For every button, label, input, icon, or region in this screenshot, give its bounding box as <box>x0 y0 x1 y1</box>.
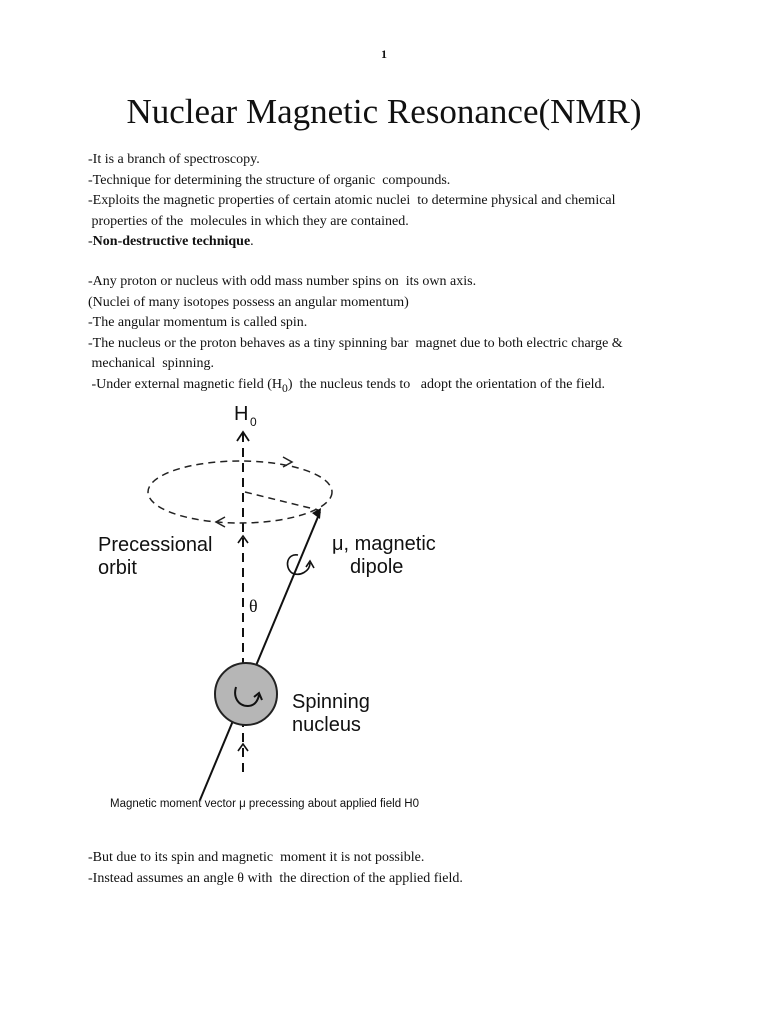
spin-line-6-suffix: ) the nucleus tends to adopt the orientation of the field. <box>287 376 606 392</box>
spin-line-4: -The nucleus or the proton behaves as a tiny spinning bar magnet due to both electric charge & <box>88 335 623 351</box>
intro-paragraph <box>88 150 688 253</box>
field-label: H <box>234 403 249 425</box>
field-label-sub: 0 <box>250 415 257 429</box>
spin-line-5: mechanical spinning. <box>88 356 214 372</box>
dipole-label-1: μ, magnetic <box>332 533 436 555</box>
intro-line-3: -Exploits the magnetic properties of certain atomic nuclei to determine physical and chemical <box>88 193 616 209</box>
orbit-label-2: orbit <box>98 557 137 579</box>
orbit-label-1: Precessional <box>98 534 213 556</box>
orbit-radius-line <box>245 492 318 510</box>
orbit-arrow-top <box>283 457 292 467</box>
intro-line-5-prefix: - <box>88 234 93 250</box>
theta-label: θ <box>249 596 258 616</box>
spin-line-2: (Nuclei of many isotopes possess an angular momentum) <box>88 294 409 310</box>
conclusion-paragraph <box>88 848 688 889</box>
conclusion-line-2: -Instead assumes an angle θ with the direction of the applied field. <box>88 870 463 886</box>
intro-line-4: properties of the molecules in which they are contained. <box>88 213 409 229</box>
intro-line-5-suffix: . <box>250 234 254 250</box>
spin-line-6-sub: 0 <box>281 381 288 395</box>
dipole-vector <box>200 512 320 800</box>
spin-line-6-prefix: -Under external magnetic field (H <box>88 376 282 392</box>
spin-line-1: -Any proton or nucleus with odd mass number spins on its own axis. <box>88 274 477 289</box>
nmr-precession-diagram <box>80 395 480 825</box>
dipole-label-2: dipole <box>350 556 404 578</box>
nucleus-label-2: nucleus <box>292 714 361 736</box>
intro-line-1: -It is a branch of spectroscopy. <box>88 152 260 167</box>
diagram-svg <box>80 395 480 825</box>
nucleus-label-1: Spinning <box>292 691 370 713</box>
nucleus-circle <box>215 663 277 725</box>
page-title: Nuclear Magnetic Resonance(NMR) <box>126 92 642 131</box>
intro-line-5 <box>88 232 688 253</box>
intro-line-2: -Technique for determining the structure of organic compounds. <box>88 172 451 188</box>
spin-line-3: -The angular momentum is called spin. <box>88 315 308 331</box>
non-destructive-bold: Non-destructive technique <box>92 234 251 250</box>
spin-paragraph <box>88 272 688 399</box>
precessional-orbit <box>148 461 332 523</box>
figure-caption: Magnetic moment vector μ precessing about applied field H0 <box>110 798 419 810</box>
page-number: 1 <box>381 47 387 61</box>
conclusion-line-1: -But due to its spin and magnetic moment it is not possible. <box>88 850 425 865</box>
